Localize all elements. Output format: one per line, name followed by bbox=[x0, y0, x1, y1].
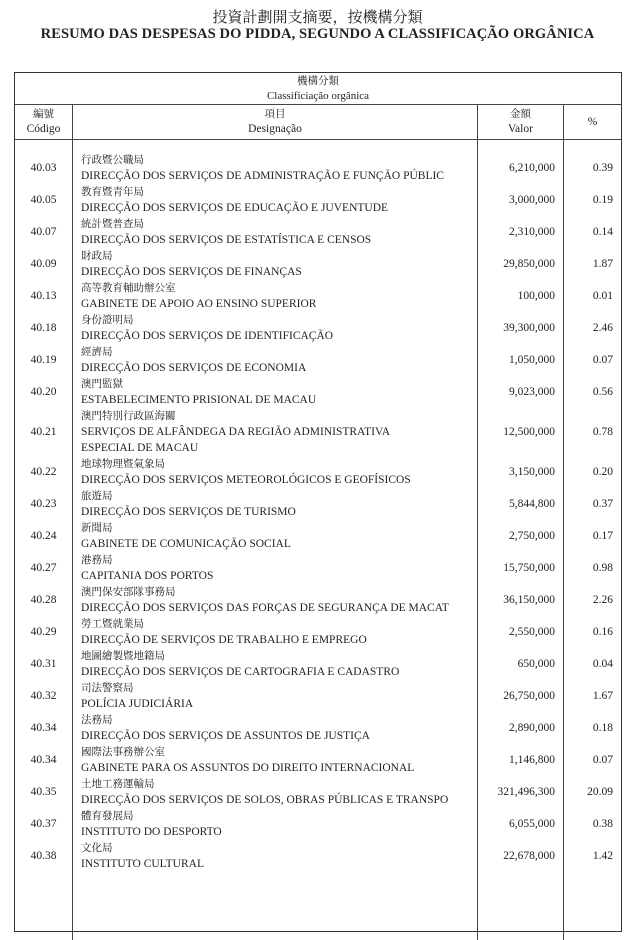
percent-cell: 1.87 bbox=[592, 258, 613, 270]
percent-cell: 0.37 bbox=[592, 498, 613, 510]
table-row bbox=[478, 616, 563, 648]
value-cell: 15,750,000 bbox=[503, 562, 555, 574]
table-row bbox=[564, 744, 621, 776]
table-row bbox=[564, 488, 621, 520]
table-row bbox=[564, 648, 621, 680]
group-header bbox=[15, 73, 621, 105]
table-row bbox=[15, 248, 72, 280]
percent-cell: 0.56 bbox=[592, 386, 613, 398]
percent-cell: 0.39 bbox=[592, 162, 613, 174]
table-row bbox=[15, 280, 72, 312]
code-column bbox=[15, 140, 73, 940]
table-row bbox=[15, 344, 72, 376]
value-column bbox=[478, 140, 564, 940]
value-header bbox=[478, 105, 564, 139]
designation-cell bbox=[73, 312, 333, 344]
table-row bbox=[73, 584, 477, 616]
table-row bbox=[73, 680, 477, 712]
designation-zh: 司法警察局 bbox=[81, 682, 134, 694]
table-row bbox=[73, 376, 477, 408]
table-row bbox=[564, 776, 621, 808]
table-row bbox=[478, 488, 563, 520]
percent-column bbox=[564, 140, 621, 940]
code-cell: 40.22 bbox=[30, 466, 57, 478]
table-row bbox=[564, 552, 621, 584]
table-row bbox=[15, 312, 72, 344]
designation-zh: 港務局 bbox=[81, 554, 113, 566]
table-row bbox=[73, 344, 477, 376]
code-cell: 40.34 bbox=[30, 722, 57, 734]
percent-cell: 0.16 bbox=[592, 626, 613, 638]
table-row bbox=[564, 584, 621, 616]
percent-cell: 2.46 bbox=[592, 322, 613, 334]
designation-pt: GABINETE DE COMUNICAÇÃO SOCIAL bbox=[81, 538, 291, 550]
table-row bbox=[478, 776, 563, 808]
table-row bbox=[73, 808, 477, 840]
table-row bbox=[73, 552, 477, 584]
designation-zh: 身份證明局 bbox=[81, 314, 134, 326]
table-row bbox=[478, 184, 563, 216]
table-row bbox=[478, 648, 563, 680]
designation-cell bbox=[73, 712, 370, 744]
table-row bbox=[478, 344, 563, 376]
table-row bbox=[15, 712, 72, 744]
code-header-pt: Código bbox=[26, 123, 61, 135]
table-row bbox=[564, 456, 621, 488]
value-cell: 9,023,000 bbox=[509, 386, 555, 398]
designation-cell bbox=[73, 840, 204, 872]
percent-cell: 0.17 bbox=[592, 530, 613, 542]
table-row bbox=[478, 520, 563, 552]
designation-column bbox=[73, 140, 478, 940]
designation-cell bbox=[73, 776, 448, 808]
designation-cell bbox=[73, 808, 222, 840]
code-cell: 40.23 bbox=[30, 498, 57, 510]
code-cell: 40.32 bbox=[30, 690, 57, 702]
designation-cell bbox=[73, 648, 399, 680]
code-cell: 40.29 bbox=[30, 626, 57, 638]
table-row bbox=[564, 184, 621, 216]
table-row bbox=[73, 616, 477, 648]
table-row bbox=[73, 184, 477, 216]
designation-pt: DIRECÇÃO DOS SERVIÇOS DE ADMINISTRAÇÃO E FUNÇÃO PÚBLIC bbox=[81, 170, 444, 182]
group-header-pt: Classificiação orgânica bbox=[266, 90, 370, 102]
table-row bbox=[15, 808, 72, 840]
organic-classification-table bbox=[14, 72, 622, 932]
designation-cell bbox=[73, 520, 291, 552]
table-row bbox=[564, 520, 621, 552]
table-row bbox=[73, 456, 477, 488]
designation-pt: DIRECÇÃO DOS SERVIÇOS METEOROLÓGICOS E GEOFÍSICOS bbox=[81, 474, 411, 486]
code-cell: 40.34 bbox=[30, 754, 57, 766]
designation-zh: 澳門監獄 bbox=[81, 378, 123, 390]
designation-zh: 文化局 bbox=[81, 842, 113, 854]
value-cell: 6,210,000 bbox=[509, 162, 555, 174]
designation-pt: DIRECÇÃO DOS SERVIÇOS DE ASSUNTOS DE JUSTIÇA bbox=[81, 730, 370, 742]
designation-pt: DIRECÇÃO DOS SERVIÇOS DE ESTATÍSTICA E CENSOS bbox=[81, 234, 372, 246]
table-row bbox=[478, 680, 563, 712]
table-row bbox=[564, 712, 621, 744]
table-row bbox=[564, 152, 621, 184]
designation-pt: DIRECÇÃO DOS SERVIÇOS DE SOLOS, OBRAS PÚBLICAS E TRANSPO bbox=[81, 794, 449, 806]
table-row bbox=[564, 376, 621, 408]
code-cell: 40.20 bbox=[30, 386, 57, 398]
percent-cell: 0.01 bbox=[592, 290, 613, 302]
designation-pt: ESPECIAL DE MACAU bbox=[81, 442, 199, 454]
code-cell: 40.09 bbox=[30, 258, 57, 270]
title-chinese: 投資計劃開支摘要，按機構分類 bbox=[212, 8, 423, 26]
designation-zh: 澳門特別行政區海關 bbox=[81, 410, 176, 422]
designation-pt: INSTITUTO CULTURAL bbox=[81, 858, 204, 870]
value-cell: 1,146,800 bbox=[509, 754, 555, 766]
table-body bbox=[15, 140, 621, 940]
designation-cell bbox=[73, 280, 316, 312]
table-row bbox=[15, 216, 72, 248]
value-cell: 100,000 bbox=[517, 290, 555, 302]
table-row bbox=[15, 840, 72, 872]
designation-header bbox=[73, 105, 478, 139]
code-cell: 40.03 bbox=[30, 162, 57, 174]
designation-pt: DIRECÇÃO DOS SERVIÇOS DAS FORÇAS DE SEGURANÇA DE MACAT bbox=[81, 602, 449, 614]
designation-pt: DIRECÇÃO DOS SERVIÇOS DE EDUCAÇÃO E JUVENTUDE bbox=[81, 202, 389, 214]
designation-pt: ESTABELECIMENTO PRISIONAL DE MACAU bbox=[81, 394, 317, 406]
designation-zh: 經濟局 bbox=[81, 346, 113, 358]
code-cell: 40.37 bbox=[30, 818, 57, 830]
value-cell: 3,000,000 bbox=[509, 194, 555, 206]
designation-zh: 法務局 bbox=[81, 714, 113, 726]
table-row bbox=[15, 744, 72, 776]
designation-zh: 澳門保安部隊事務局 bbox=[81, 586, 176, 598]
designation-cell bbox=[73, 616, 367, 648]
code-cell: 40.05 bbox=[30, 194, 57, 206]
column-headers bbox=[15, 105, 621, 140]
designation-zh: 體育發展局 bbox=[81, 810, 134, 822]
designation-pt: DIRECÇÃO DOS SERVIÇOS DE FINANÇAS bbox=[81, 266, 302, 278]
value-cell: 1,050,000 bbox=[509, 354, 555, 366]
table-row bbox=[564, 216, 621, 248]
table-row bbox=[73, 776, 477, 808]
designation-zh: 高等教育輔助辦公室 bbox=[81, 282, 176, 294]
value-cell: 12,500,000 bbox=[503, 426, 555, 438]
code-cell: 40.38 bbox=[30, 850, 57, 862]
designation-cell bbox=[73, 488, 296, 520]
designation-pt: GABINETE PARA OS ASSUNTOS DO DIREITO INTERNACIONAL bbox=[81, 762, 415, 774]
table-row bbox=[564, 344, 621, 376]
code-cell: 40.35 bbox=[30, 786, 57, 798]
percent-cell: 0.18 bbox=[592, 722, 613, 734]
table-row bbox=[15, 584, 72, 616]
table-row bbox=[15, 616, 72, 648]
designation-header-zh: 項目 bbox=[264, 108, 286, 120]
value-cell: 2,310,000 bbox=[509, 226, 555, 238]
table-row bbox=[73, 744, 477, 776]
table-row bbox=[478, 584, 563, 616]
code-header bbox=[15, 105, 73, 139]
table-row bbox=[15, 456, 72, 488]
code-header-zh: 編號 bbox=[33, 108, 54, 120]
percent-cell: 0.19 bbox=[592, 194, 613, 206]
designation-zh: 勞工暨就業局 bbox=[81, 618, 144, 630]
percent-cell: 0.14 bbox=[592, 226, 613, 238]
percent-cell: 2.26 bbox=[592, 594, 613, 606]
designation-pt: DIRECÇÃO DOS SERVIÇOS DE CARTOGRAFIA E CADASTRO bbox=[81, 666, 400, 678]
value-cell: 5,844,800 bbox=[509, 498, 555, 510]
percent-cell: 20.09 bbox=[587, 786, 613, 798]
percent-cell: 1.67 bbox=[592, 690, 613, 702]
designation-cell bbox=[73, 408, 390, 456]
table-row bbox=[73, 712, 477, 744]
value-cell: 2,890,000 bbox=[509, 722, 555, 734]
designation-zh: 旅遊局 bbox=[81, 490, 113, 502]
table-row bbox=[15, 376, 72, 408]
code-cell: 40.31 bbox=[30, 658, 57, 670]
table-row bbox=[478, 216, 563, 248]
table-row bbox=[478, 840, 563, 872]
table-row bbox=[564, 808, 621, 840]
table-row bbox=[478, 152, 563, 184]
table-row bbox=[15, 520, 72, 552]
percent-cell: 0.04 bbox=[592, 658, 613, 670]
designation-cell bbox=[73, 152, 444, 184]
designation-cell bbox=[73, 680, 193, 712]
table-row bbox=[15, 408, 72, 456]
table-row bbox=[73, 520, 477, 552]
designation-zh: 統計暨普查局 bbox=[81, 218, 144, 230]
designation-cell bbox=[73, 248, 302, 280]
designation-pt: INSTITUTO DO DESPORTO bbox=[81, 826, 222, 838]
table-row bbox=[73, 152, 477, 184]
designation-pt: GABINETE DE APOIO AO ENSINO SUPERIOR bbox=[81, 298, 317, 310]
table-row bbox=[15, 680, 72, 712]
code-cell: 40.18 bbox=[30, 322, 57, 334]
designation-pt: SERVIÇOS DE ALFÂNDEGA DA REGIÃO ADMINISTRATIVA bbox=[81, 426, 391, 438]
table-row bbox=[478, 376, 563, 408]
table-row bbox=[15, 488, 72, 520]
percent-cell: 0.07 bbox=[592, 354, 613, 366]
value-cell: 26,750,000 bbox=[503, 690, 555, 702]
designation-cell bbox=[73, 552, 213, 584]
code-cell: 40.07 bbox=[30, 226, 57, 238]
designation-cell bbox=[73, 184, 388, 216]
percent-cell: 0.78 bbox=[592, 426, 613, 438]
table-row bbox=[564, 616, 621, 648]
designation-zh: 土地工務運輸局 bbox=[81, 778, 155, 790]
designation-zh: 地球物理暨氣象局 bbox=[81, 458, 165, 470]
table-row bbox=[478, 456, 563, 488]
designation-zh: 財政局 bbox=[81, 250, 113, 262]
value-header-zh: 金額 bbox=[510, 108, 531, 120]
value-cell: 650,000 bbox=[517, 658, 555, 670]
table-row bbox=[564, 680, 621, 712]
value-cell: 321,496,300 bbox=[497, 786, 555, 798]
code-cell: 40.24 bbox=[30, 530, 57, 542]
designation-header-pt: Designação bbox=[248, 123, 302, 135]
code-cell: 40.19 bbox=[30, 354, 57, 366]
table-row bbox=[478, 744, 563, 776]
table-row bbox=[564, 280, 621, 312]
value-cell: 22,678,000 bbox=[503, 850, 555, 862]
designation-cell bbox=[73, 584, 449, 616]
title-portuguese: RESUMO DAS DESPESAS DO PIDDA, SEGUNDO A CLASSIFICAÇÃO ORGÂNICA bbox=[40, 26, 595, 42]
value-cell: 3,150,000 bbox=[509, 466, 555, 478]
designation-pt: CAPITANIA DOS PORTOS bbox=[81, 570, 214, 582]
table-row bbox=[73, 840, 477, 872]
table-row bbox=[564, 840, 621, 872]
table-row bbox=[15, 152, 72, 184]
group-header-zh: 機構分類 bbox=[297, 75, 339, 87]
designation-pt: POLÍCIA JUDICIÁRIA bbox=[81, 698, 194, 710]
value-header-pt: Valor bbox=[508, 123, 533, 135]
percent-cell: 0.38 bbox=[592, 818, 613, 830]
code-cell: 40.21 bbox=[30, 426, 57, 438]
value-cell: 29,850,000 bbox=[503, 258, 555, 270]
table-row bbox=[564, 408, 621, 456]
designation-pt: DIRECÇÃO DE SERVIÇOS DE TRABALHO E EMPREGO bbox=[81, 634, 367, 646]
designation-cell bbox=[73, 216, 371, 248]
designation-zh: 新聞局 bbox=[81, 522, 113, 534]
percent-header: % bbox=[587, 116, 598, 128]
designation-pt: DIRECÇÃO DOS SERVIÇOS DE TURISMO bbox=[81, 506, 296, 518]
value-cell: 2,550,000 bbox=[509, 626, 555, 638]
designation-zh: 國際法事務辦公室 bbox=[81, 746, 165, 758]
percent-cell: 0.07 bbox=[592, 754, 613, 766]
table-row bbox=[73, 312, 477, 344]
table-row bbox=[478, 408, 563, 456]
table-row bbox=[73, 488, 477, 520]
table-row bbox=[15, 184, 72, 216]
designation-zh: 地圖繪製暨地籍局 bbox=[81, 650, 165, 662]
value-cell: 2,750,000 bbox=[509, 530, 555, 542]
percent-cell: 0.20 bbox=[592, 466, 613, 478]
designation-zh: 行政暨公職局 bbox=[81, 154, 144, 166]
table-row bbox=[73, 248, 477, 280]
table-row bbox=[73, 216, 477, 248]
table-row bbox=[73, 408, 477, 456]
table-row bbox=[478, 552, 563, 584]
table-row bbox=[478, 248, 563, 280]
designation-pt: DIRECÇÃO DOS SERVIÇOS DE ECONOMIA bbox=[81, 362, 307, 374]
table-row bbox=[15, 648, 72, 680]
table-row bbox=[478, 712, 563, 744]
percent-cell: 0.98 bbox=[592, 562, 613, 574]
table-row bbox=[478, 312, 563, 344]
value-cell: 39,300,000 bbox=[503, 322, 555, 334]
table-row bbox=[73, 648, 477, 680]
designation-cell bbox=[73, 456, 411, 488]
table-row bbox=[15, 552, 72, 584]
table-row bbox=[564, 312, 621, 344]
designation-zh: 教育暨青年局 bbox=[81, 186, 144, 198]
code-cell: 40.27 bbox=[30, 562, 57, 574]
value-cell: 36,150,000 bbox=[503, 594, 555, 606]
designation-pt: DIRECÇÃO DOS SERVIÇOS DE IDENTIFICAÇÃO bbox=[81, 330, 334, 342]
designation-cell bbox=[73, 344, 306, 376]
table-row bbox=[478, 808, 563, 840]
table-row bbox=[15, 776, 72, 808]
table-row bbox=[478, 280, 563, 312]
code-cell: 40.28 bbox=[30, 594, 57, 606]
table-row bbox=[73, 280, 477, 312]
percent-cell: 1.42 bbox=[592, 850, 613, 862]
designation-cell bbox=[73, 376, 316, 408]
value-cell: 6,055,000 bbox=[509, 818, 555, 830]
table-row bbox=[564, 248, 621, 280]
designation-cell bbox=[73, 744, 414, 776]
code-cell: 40.13 bbox=[30, 290, 57, 302]
